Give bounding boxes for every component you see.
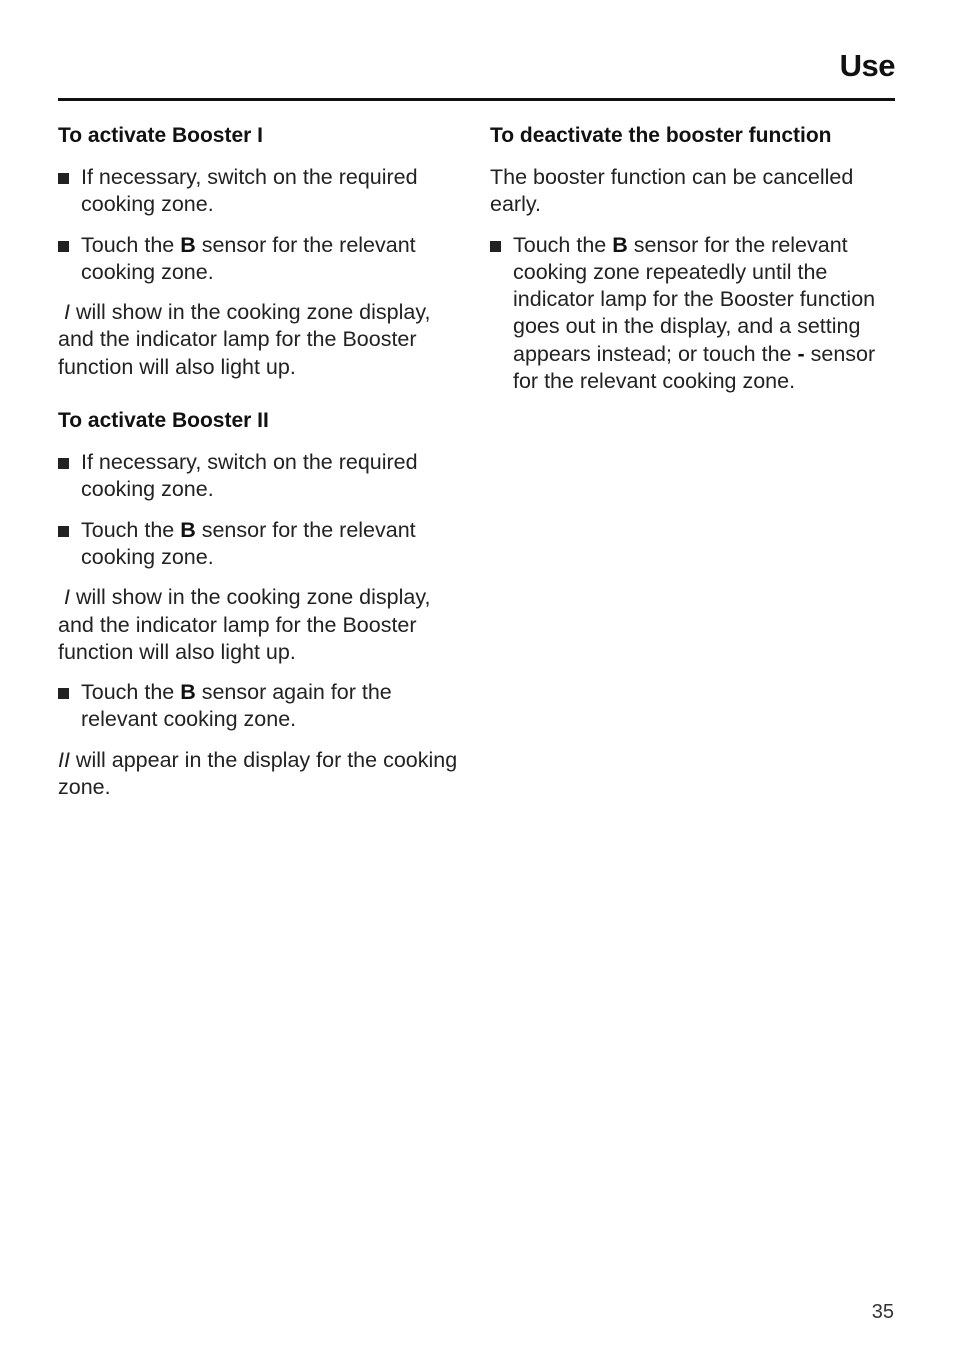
sensor-label-b: B <box>180 517 196 542</box>
section-heading-booster-2: To activate Booster II <box>58 409 269 433</box>
list-item: Touch the B sensor again for the relevant cooking zone. <box>58 679 468 734</box>
result-text: I will show in the cooking zone display, and the indicator lamp for the Booster function will also light up. <box>58 585 431 664</box>
display-symbol: II <box>58 747 70 772</box>
section-heading-booster-1: To activate Booster I <box>58 124 263 147</box>
bullet-square-icon <box>58 241 69 252</box>
display-symbol: I <box>63 300 70 325</box>
list-item: If necessary, switch on the required cooking zone. <box>58 449 468 504</box>
display-symbol: I <box>63 585 70 610</box>
sensor-label-b: B <box>612 232 628 257</box>
list-item: If necessary, switch on the required cooking zone. <box>58 164 468 219</box>
right-column <box>490 122 900 408</box>
section-heading-deactivate: To deactivate the booster function <box>490 124 832 147</box>
bullet-square-icon <box>58 526 69 537</box>
bullet-square-icon <box>58 688 69 699</box>
page-title: Use <box>839 48 895 83</box>
sensor-label-minus: - <box>797 341 805 366</box>
sensor-label-b: B <box>180 680 196 705</box>
bullet-square-icon <box>58 173 69 184</box>
list-item: Touch the B sensor for the relevant cooking zone. <box>58 517 468 572</box>
bullet-square-icon <box>490 241 501 252</box>
header-divider <box>58 98 895 101</box>
page-number: 35 <box>871 1301 894 1323</box>
intro-text: The booster function can be cancelled early. <box>490 165 854 217</box>
list-item: Touch the B sensor for the relevant cooking zone. <box>58 232 468 287</box>
list-item: Touch the B sensor for the relevant cooking zone repeatedly until the indicator lamp for the Booster function goes out in the display, and a setting appears instead; or touch the - sensor for the relevant cooking zone. <box>490 232 900 396</box>
result-text: I will show in the cooking zone display, and the indicator lamp for the Booster function will also light up. <box>58 300 431 379</box>
left-column <box>58 122 468 814</box>
bullet-square-icon <box>58 458 69 469</box>
sensor-label-b: B <box>180 232 196 257</box>
result-text: II will appear in the display for the cooking zone. <box>58 747 458 800</box>
